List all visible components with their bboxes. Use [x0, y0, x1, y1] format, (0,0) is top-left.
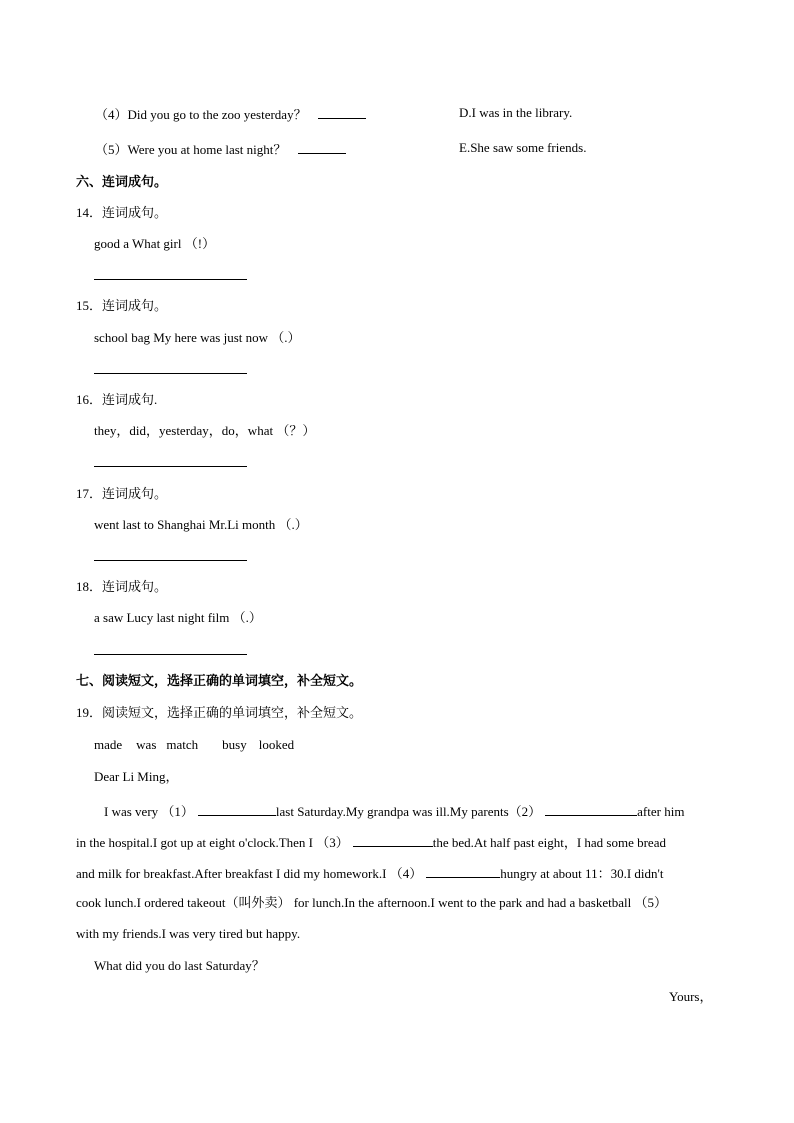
letter-question: What did you do last Saturday？ [94, 958, 265, 973]
section-heading: 七、阅读短文，选择正确的单词填空，补全短文。 [76, 673, 363, 688]
answer-line[interactable] [94, 279, 247, 280]
word-bank-item: was [136, 737, 157, 752]
answer-line[interactable] [94, 373, 247, 374]
passage-text: last Saturday.My grandpa was ill.My parents（2） [275, 804, 542, 819]
letter-greeting: Dear Li Ming， [94, 769, 179, 784]
blank-4[interactable] [426, 864, 500, 878]
word-bank-item: busy [222, 737, 247, 752]
passage-text: after him [637, 804, 685, 819]
scrambled-words: school bag My here was just now （.） [94, 330, 301, 345]
word-bank [94, 737, 294, 753]
blank-3[interactable] [353, 833, 433, 847]
question-number: 16．连词成句. [76, 392, 158, 407]
scrambled-words: went last to Shanghai Mr.Li month （.） [94, 517, 308, 532]
question-number: 14．连词成句。 [76, 205, 168, 220]
passage-line-4: cook lunch.I ordered takeout（叫外卖） for lunch.In the afternoon.I went to the park and had a basketball （5） [76, 895, 667, 910]
answer-line[interactable] [94, 466, 247, 467]
question-text: （4）Did you go to the zoo yesterday？ [95, 107, 307, 122]
answer-blank[interactable] [298, 140, 346, 154]
word-bank-item: looked [258, 737, 295, 752]
option-d: D.I was in the library. [459, 105, 573, 120]
word-bank-item: made [94, 737, 123, 752]
option-e: E.She saw some friends. [459, 140, 587, 155]
blank-2[interactable] [545, 802, 637, 816]
answer-blank[interactable] [318, 105, 366, 119]
question-number: 17．连词成句。 [76, 486, 168, 501]
question-number: 18．连词成句。 [76, 579, 168, 594]
blank-1[interactable] [198, 802, 276, 816]
scrambled-words: good a What girl （!） [94, 236, 216, 251]
matching-q4 [95, 105, 366, 123]
scrambled-words: a saw Lucy last night film （.） [94, 610, 262, 625]
passage-text: I was very （1） [104, 804, 194, 819]
passage-line-1 [104, 802, 684, 820]
passage-line-3 [76, 864, 663, 882]
scrambled-words: they，did，yesterday，do，what （？） [94, 423, 316, 438]
question-number: 15．连词成句。 [76, 298, 168, 313]
matching-q5 [95, 140, 346, 158]
question-number: 19．阅读短文，选择正确的单词填空，补全短文。 [76, 705, 363, 720]
passage-line-2 [76, 833, 666, 851]
section-heading: 六、连词成句。 [76, 174, 168, 189]
passage-text: hungry at about 11：30.I didn't [500, 866, 664, 881]
passage-text: the bed.At half past eight，I had some bread [432, 835, 666, 850]
question-text: （5）Were you at home last night？ [95, 142, 287, 157]
passage-line-5: with my friends.I was very tired but happy. [76, 926, 301, 941]
answer-line[interactable] [94, 654, 247, 655]
word-bank-item: match [166, 737, 199, 752]
answer-line[interactable] [94, 560, 247, 561]
passage-text: and milk for breakfast.After breakfast I did my homework.I （4） [76, 866, 423, 881]
letter-closing: Yours， [669, 989, 713, 1004]
passage-text: in the hospital.I got up at eight o'clock.Then I （3） [76, 835, 349, 850]
